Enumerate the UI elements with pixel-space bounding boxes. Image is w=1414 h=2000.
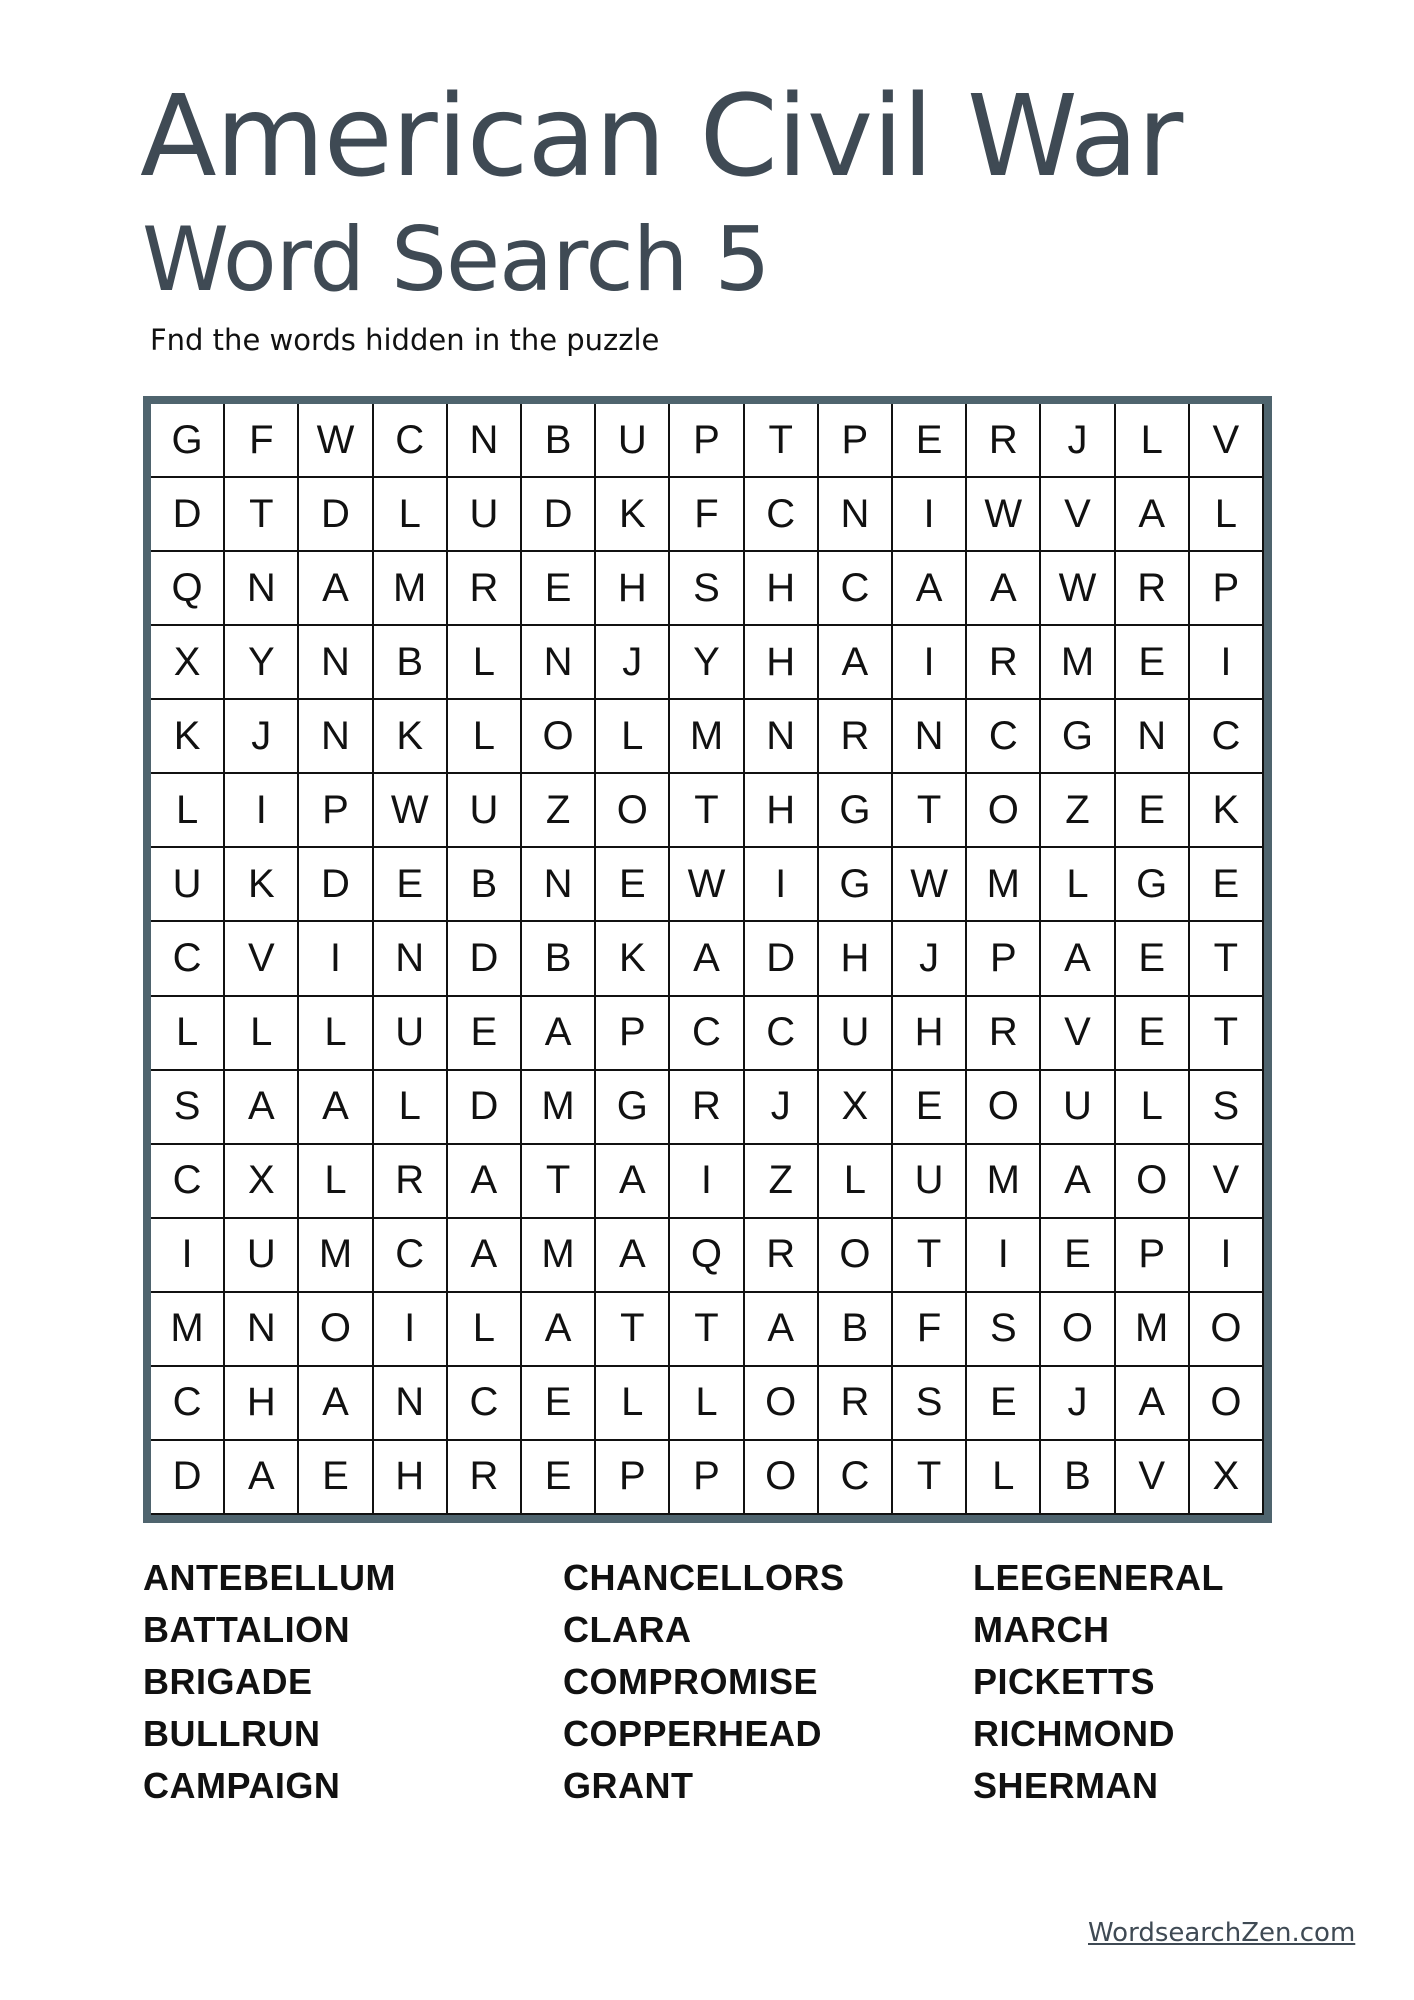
grid-cell: J <box>596 626 668 698</box>
grid-cell: E <box>893 404 965 476</box>
grid-cell: O <box>1190 1293 1262 1365</box>
grid-cell: U <box>819 997 891 1069</box>
word-item: ANTEBELLUM <box>143 1557 396 1598</box>
grid-cell: C <box>448 1367 520 1439</box>
grid-cell: P <box>1116 1219 1188 1291</box>
grid-cell: E <box>522 1367 594 1439</box>
grid-cell: H <box>745 626 817 698</box>
grid-cell: S <box>893 1367 965 1439</box>
grid-cell: L <box>596 700 668 772</box>
page-subtitle-heading: Word Search 5 <box>142 208 770 311</box>
grid-cell: D <box>299 848 371 920</box>
grid-cell: M <box>299 1219 371 1291</box>
grid-cell: U <box>374 997 446 1069</box>
grid-cell: M <box>1116 1293 1188 1365</box>
grid-cell: D <box>448 922 520 994</box>
grid-cell: L <box>151 997 223 1069</box>
grid-cell: W <box>893 848 965 920</box>
grid-cell: L <box>1190 478 1262 550</box>
grid-cell: R <box>374 1145 446 1217</box>
grid-cell: L <box>448 1293 520 1365</box>
grid-cell: N <box>225 1293 297 1365</box>
grid-cell: H <box>596 552 668 624</box>
grid-cell: H <box>374 1441 446 1513</box>
word-search-grid <box>151 404 1264 1515</box>
grid-cell: M <box>522 1071 594 1143</box>
grid-cell: Y <box>225 626 297 698</box>
grid-cell: V <box>1190 1145 1262 1217</box>
grid-cell: T <box>1190 997 1262 1069</box>
grid-cell: D <box>299 478 371 550</box>
grid-cell: E <box>1190 848 1262 920</box>
grid-cell: C <box>1190 700 1262 772</box>
grid-cell: O <box>596 774 668 846</box>
grid-cell: B <box>1041 1441 1113 1513</box>
grid-cell: A <box>1116 478 1188 550</box>
grid-cell: D <box>745 922 817 994</box>
grid-cell: W <box>1041 552 1113 624</box>
word-item: BULLRUN <box>143 1713 321 1754</box>
grid-cell: A <box>299 552 371 624</box>
grid-cell: Y <box>670 626 742 698</box>
grid-cell: J <box>893 922 965 994</box>
grid-cell: R <box>670 1071 742 1143</box>
grid-cell: R <box>967 626 1039 698</box>
word-list-column-2 <box>563 1552 845 1812</box>
grid-cell: A <box>819 626 891 698</box>
grid-cell: L <box>596 1367 668 1439</box>
site-link[interactable]: WordsearchZen.com <box>1088 1918 1356 1948</box>
grid-cell: C <box>745 997 817 1069</box>
grid-cell: E <box>893 1071 965 1143</box>
grid-cell: D <box>151 478 223 550</box>
grid-cell: N <box>299 626 371 698</box>
grid-cell: T <box>1190 922 1262 994</box>
grid-cell: R <box>819 700 891 772</box>
grid-cell: N <box>448 404 520 476</box>
grid-cell: A <box>225 1071 297 1143</box>
word-item: MARCH <box>973 1609 1110 1650</box>
grid-cell: A <box>967 552 1039 624</box>
grid-cell: L <box>819 1145 891 1217</box>
grid-cell: E <box>1116 774 1188 846</box>
grid-cell: E <box>1116 626 1188 698</box>
grid-cell: A <box>893 552 965 624</box>
word-item: LEEGENERAL <box>973 1557 1225 1598</box>
grid-cell: M <box>967 1145 1039 1217</box>
grid-cell: S <box>967 1293 1039 1365</box>
grid-cell: T <box>225 478 297 550</box>
grid-cell: K <box>225 848 297 920</box>
grid-cell: A <box>448 1145 520 1217</box>
grid-cell: R <box>448 1441 520 1513</box>
grid-cell: R <box>448 552 520 624</box>
grid-cell: A <box>1041 922 1113 994</box>
grid-cell: A <box>522 997 594 1069</box>
grid-cell: G <box>1116 848 1188 920</box>
grid-cell: K <box>1190 774 1262 846</box>
grid-cell: R <box>967 997 1039 1069</box>
grid-cell: O <box>745 1367 817 1439</box>
word-item: SHERMAN <box>973 1765 1159 1806</box>
grid-cell: Q <box>151 552 223 624</box>
grid-cell: H <box>745 774 817 846</box>
grid-cell: L <box>299 997 371 1069</box>
grid-cell: C <box>745 478 817 550</box>
grid-cell: C <box>819 1441 891 1513</box>
grid-cell: E <box>1116 997 1188 1069</box>
grid-cell: I <box>670 1145 742 1217</box>
grid-cell: U <box>1041 1071 1113 1143</box>
grid-cell: M <box>522 1219 594 1291</box>
grid-cell: S <box>1190 1071 1262 1143</box>
grid-cell: F <box>670 478 742 550</box>
grid-cell: I <box>893 626 965 698</box>
grid-cell: N <box>225 552 297 624</box>
word-list-column-1 <box>143 1552 396 1812</box>
grid-cell: G <box>596 1071 668 1143</box>
grid-cell: N <box>299 700 371 772</box>
grid-cell: A <box>1116 1367 1188 1439</box>
grid-cell: V <box>1116 1441 1188 1513</box>
word-list <box>143 1552 1273 1812</box>
grid-cell: L <box>1041 848 1113 920</box>
grid-cell: V <box>1041 478 1113 550</box>
grid-cell: B <box>374 626 446 698</box>
grid-cell: C <box>374 1219 446 1291</box>
grid-cell: K <box>596 922 668 994</box>
grid-cell: J <box>1041 1367 1113 1439</box>
grid-cell: T <box>745 404 817 476</box>
grid-cell: I <box>967 1219 1039 1291</box>
page-title: American Civil War <box>140 72 1183 202</box>
grid-cell: O <box>1041 1293 1113 1365</box>
grid-cell: L <box>448 626 520 698</box>
grid-cell: A <box>522 1293 594 1365</box>
grid-cell: M <box>670 700 742 772</box>
grid-cell: R <box>745 1219 817 1291</box>
grid-cell: G <box>1041 700 1113 772</box>
grid-cell: A <box>596 1219 668 1291</box>
grid-cell: U <box>151 848 223 920</box>
grid-cell: E <box>374 848 446 920</box>
grid-cell: V <box>225 922 297 994</box>
grid-cell: E <box>1116 922 1188 994</box>
grid-cell: K <box>374 700 446 772</box>
grid-cell: N <box>819 478 891 550</box>
grid-cell: R <box>819 1367 891 1439</box>
grid-cell: U <box>225 1219 297 1291</box>
grid-cell: I <box>299 922 371 994</box>
grid-cell: A <box>670 922 742 994</box>
grid-cell: C <box>151 1145 223 1217</box>
grid-cell: I <box>1190 626 1262 698</box>
grid-cell: I <box>745 848 817 920</box>
grid-cell: G <box>819 848 891 920</box>
grid-cell: P <box>670 404 742 476</box>
grid-cell: K <box>151 700 223 772</box>
grid-cell: O <box>967 774 1039 846</box>
grid-cell: P <box>670 1441 742 1513</box>
grid-cell: W <box>670 848 742 920</box>
grid-cell: M <box>967 848 1039 920</box>
grid-cell: J <box>745 1071 817 1143</box>
grid-cell: H <box>745 552 817 624</box>
grid-cell: I <box>893 478 965 550</box>
grid-cell: E <box>522 552 594 624</box>
grid-cell: Q <box>670 1219 742 1291</box>
grid-cell: U <box>448 478 520 550</box>
grid-cell: I <box>225 774 297 846</box>
grid-cell: N <box>522 848 594 920</box>
grid-cell: U <box>448 774 520 846</box>
instructions: Fnd the words hidden in the puzzle <box>150 323 660 357</box>
grid-cell: I <box>1190 1219 1262 1291</box>
grid-cell: L <box>225 997 297 1069</box>
grid-cell: P <box>1190 552 1262 624</box>
word-item: CAMPAIGN <box>143 1765 341 1806</box>
grid-cell: I <box>151 1219 223 1291</box>
grid-cell: X <box>819 1071 891 1143</box>
word-item: COMPROMISE <box>563 1661 819 1702</box>
grid-cell: A <box>225 1441 297 1513</box>
grid-cell: X <box>1190 1441 1262 1513</box>
grid-cell: T <box>596 1293 668 1365</box>
grid-cell: T <box>893 1441 965 1513</box>
grid-cell: T <box>670 774 742 846</box>
grid-cell: N <box>893 700 965 772</box>
grid-cell: T <box>893 1219 965 1291</box>
grid-cell: O <box>745 1441 817 1513</box>
grid-cell: I <box>374 1293 446 1365</box>
grid-cell: O <box>819 1219 891 1291</box>
grid-cell: D <box>151 1441 223 1513</box>
grid-cell: M <box>374 552 446 624</box>
grid-cell: F <box>225 404 297 476</box>
grid-cell: C <box>151 922 223 994</box>
grid-cell: O <box>1116 1145 1188 1217</box>
grid-cell: N <box>374 1367 446 1439</box>
grid-cell: F <box>893 1293 965 1365</box>
grid-cell: L <box>670 1367 742 1439</box>
grid-cell: W <box>299 404 371 476</box>
grid-cell: R <box>967 404 1039 476</box>
grid-cell: A <box>299 1367 371 1439</box>
grid-cell: N <box>522 626 594 698</box>
grid-cell: M <box>151 1293 223 1365</box>
grid-cell: N <box>374 922 446 994</box>
grid-cell: U <box>596 404 668 476</box>
grid-cell: T <box>893 774 965 846</box>
grid-cell: X <box>225 1145 297 1217</box>
grid-cell: S <box>670 552 742 624</box>
grid-cell: E <box>967 1367 1039 1439</box>
grid-cell: A <box>745 1293 817 1365</box>
grid-cell: C <box>374 404 446 476</box>
grid-cell: A <box>1041 1145 1113 1217</box>
word-item: PICKETTS <box>973 1661 1156 1702</box>
grid-cell: C <box>967 700 1039 772</box>
grid-cell: B <box>448 848 520 920</box>
grid-cell: R <box>1116 552 1188 624</box>
grid-cell: J <box>225 700 297 772</box>
grid-cell: K <box>596 478 668 550</box>
word-item: CHANCELLORS <box>563 1557 845 1598</box>
word-item: GRANT <box>563 1765 694 1806</box>
grid-cell: O <box>299 1293 371 1365</box>
grid-cell: Z <box>1041 774 1113 846</box>
grid-cell: M <box>1041 626 1113 698</box>
grid-cell: L <box>374 478 446 550</box>
grid-cell: A <box>299 1071 371 1143</box>
grid-cell: S <box>151 1071 223 1143</box>
grid-cell: P <box>299 774 371 846</box>
grid-cell: L <box>151 774 223 846</box>
grid-cell: O <box>967 1071 1039 1143</box>
grid-cell: A <box>448 1219 520 1291</box>
word-item: COPPERHEAD <box>563 1713 823 1754</box>
grid-cell: W <box>374 774 446 846</box>
grid-cell: V <box>1190 404 1262 476</box>
grid-cell: E <box>1041 1219 1113 1291</box>
word-item: BATTALION <box>143 1609 351 1650</box>
grid-cell: N <box>1116 700 1188 772</box>
word-list-column-3 <box>973 1552 1224 1812</box>
grid-cell: L <box>299 1145 371 1217</box>
grid-cell: G <box>151 404 223 476</box>
grid-cell: C <box>819 552 891 624</box>
grid-cell: B <box>522 404 594 476</box>
grid-cell: J <box>1041 404 1113 476</box>
grid-cell: C <box>151 1367 223 1439</box>
grid-cell: C <box>670 997 742 1069</box>
grid-cell: V <box>1041 997 1113 1069</box>
grid-cell: E <box>596 848 668 920</box>
grid-cell: P <box>967 922 1039 994</box>
grid-cell: T <box>522 1145 594 1217</box>
grid-cell: E <box>299 1441 371 1513</box>
word-item: BRIGADE <box>143 1661 313 1702</box>
grid-cell: L <box>1116 1071 1188 1143</box>
grid-cell: Z <box>745 1145 817 1217</box>
grid-cell: L <box>967 1441 1039 1513</box>
grid-cell: U <box>893 1145 965 1217</box>
grid-cell: Z <box>522 774 594 846</box>
grid-cell: B <box>819 1293 891 1365</box>
grid-cell: T <box>670 1293 742 1365</box>
grid-cell: N <box>745 700 817 772</box>
grid-cell: B <box>522 922 594 994</box>
grid-cell: W <box>967 478 1039 550</box>
word-item: RICHMOND <box>973 1713 1175 1754</box>
grid-cell: P <box>596 997 668 1069</box>
grid-cell: O <box>1190 1367 1262 1439</box>
grid-cell: H <box>225 1367 297 1439</box>
grid-cell: P <box>819 404 891 476</box>
grid-cell: O <box>522 700 594 772</box>
grid-cell: H <box>893 997 965 1069</box>
grid-cell: E <box>522 1441 594 1513</box>
grid-cell: A <box>596 1145 668 1217</box>
grid-cell: L <box>374 1071 446 1143</box>
grid-cell: D <box>448 1071 520 1143</box>
grid-cell: L <box>448 700 520 772</box>
grid-cell: X <box>151 626 223 698</box>
grid-cell: H <box>819 922 891 994</box>
grid-cell: L <box>1116 404 1188 476</box>
grid-cell: G <box>819 774 891 846</box>
word-item: CLARA <box>563 1609 692 1650</box>
grid-cell: D <box>522 478 594 550</box>
grid-cell: P <box>596 1441 668 1513</box>
grid-cell: E <box>448 997 520 1069</box>
